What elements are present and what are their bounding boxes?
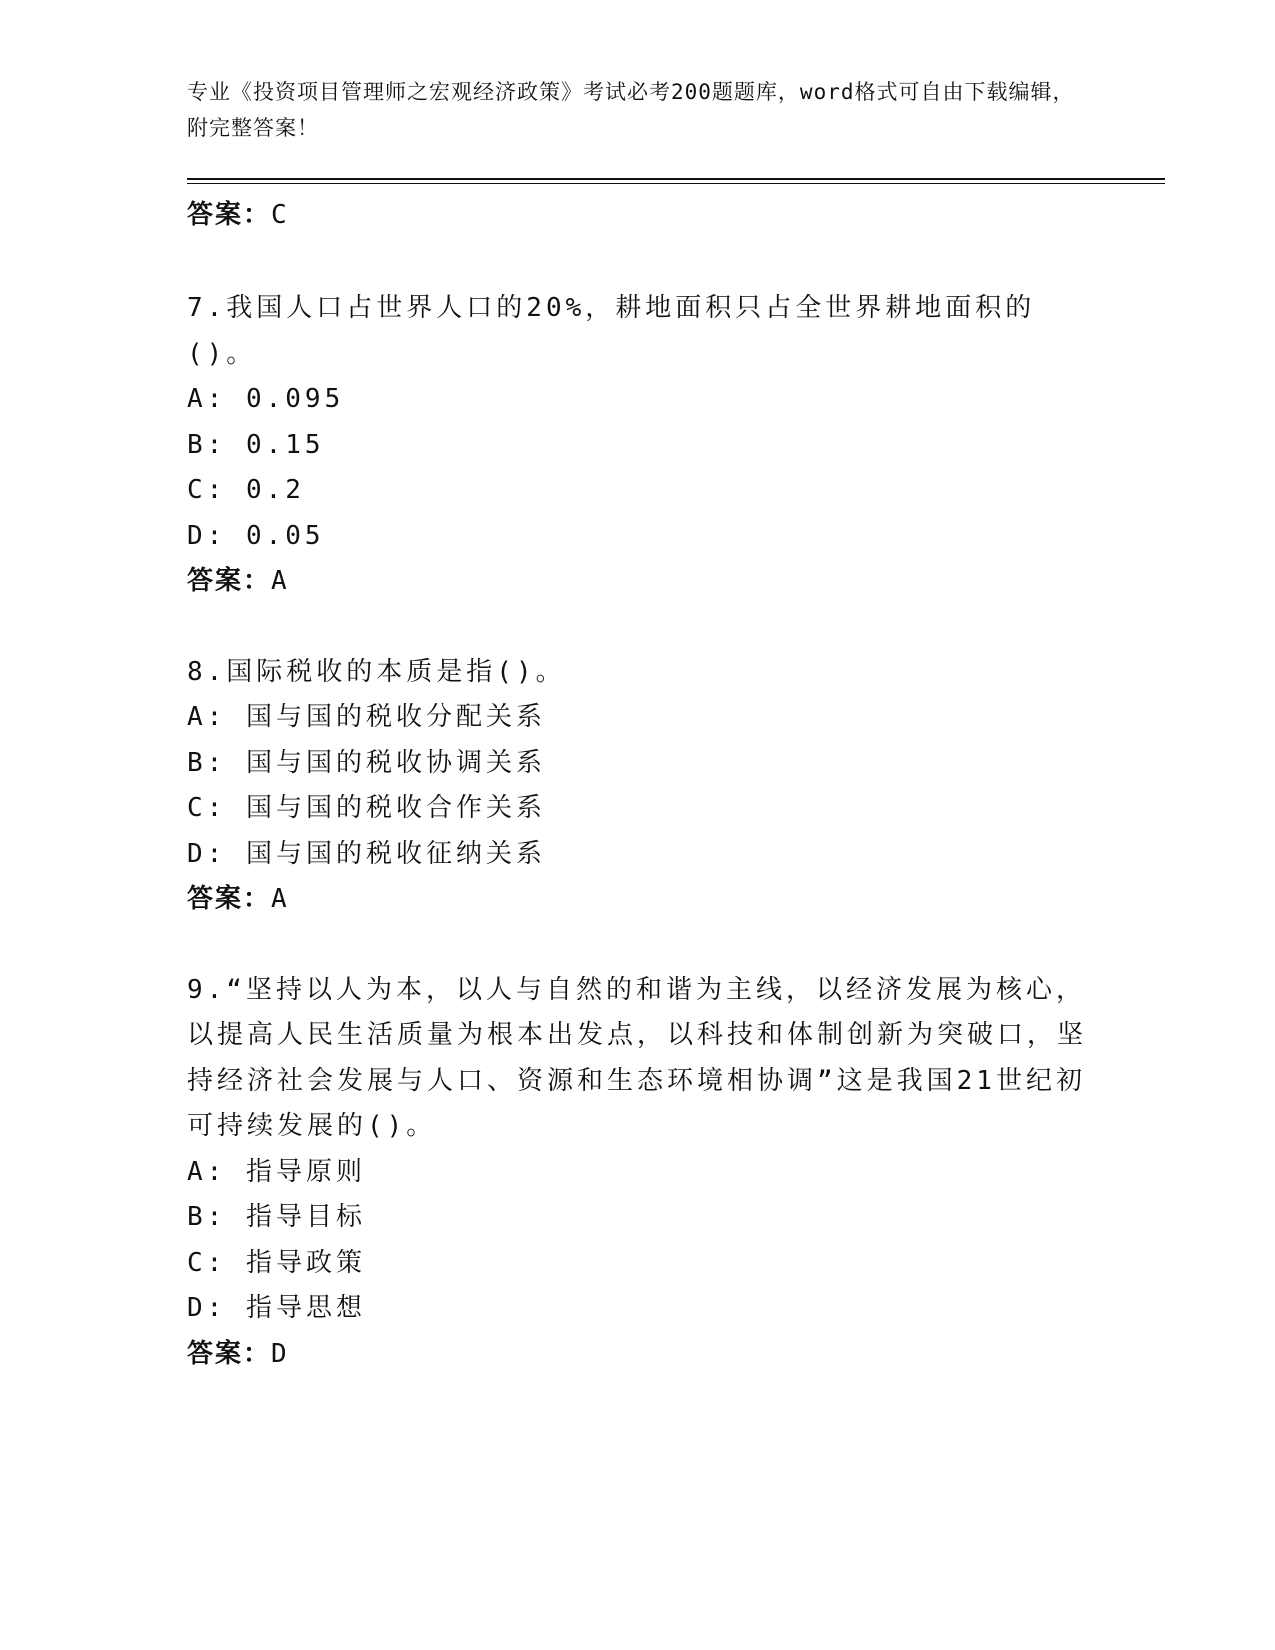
option-d bbox=[187, 514, 1087, 560]
option-d bbox=[187, 1286, 1087, 1332]
document-title: 专业《投资项目管理师之宏观经济政策》考试必考200题题库，word格式可自由下载编辑，附完整答案！ bbox=[187, 80, 1075, 140]
option-c bbox=[187, 468, 1087, 514]
answer-line bbox=[187, 559, 1087, 605]
option-key: B: bbox=[187, 429, 227, 460]
answer-line bbox=[187, 1332, 1087, 1378]
option-key: C: bbox=[187, 475, 227, 505]
option-text: 国与国的税收分配关系 bbox=[245, 702, 546, 732]
option-a bbox=[187, 1150, 1087, 1196]
question-stem: 9.“坚持以人为本，以人与自然的和谐为主线，以经济发展为核心，以提高人民生活质量为根本出发点，以科技和体制创新为突破口，坚持经济社会发展与人口、资源和生态环境相协调”这是我国21世纪初可持续发展的()。 bbox=[187, 974, 1088, 1141]
answer-label: 答案： bbox=[187, 200, 272, 230]
option-text: 指导目标 bbox=[245, 1202, 366, 1232]
question-stem: 7.我国人口占世界人口的20%，耕地面积只占全世界耕地面积的()。 bbox=[187, 293, 1036, 369]
question-stem: 8.国际税收的本质是指()。 bbox=[187, 656, 566, 687]
option-key: D: bbox=[187, 1293, 227, 1323]
answer-line bbox=[187, 193, 287, 239]
option-a bbox=[187, 695, 1087, 741]
option-key: C: bbox=[187, 793, 227, 823]
question-item bbox=[187, 650, 1087, 923]
answer-label: 答案： bbox=[187, 1338, 272, 1369]
answer-value: D bbox=[271, 1338, 287, 1369]
option-b bbox=[187, 1195, 1087, 1241]
option-c bbox=[187, 1241, 1087, 1287]
option-text: 指导思想 bbox=[245, 1293, 366, 1323]
answer-value: C bbox=[271, 200, 287, 230]
option-key: B: bbox=[187, 747, 227, 778]
option-b bbox=[187, 423, 1087, 469]
option-b bbox=[187, 741, 1087, 787]
option-key: A: bbox=[187, 1156, 227, 1187]
answer-label: 答案： bbox=[187, 884, 272, 914]
option-key: B: bbox=[187, 1202, 227, 1232]
header-divider bbox=[187, 178, 1165, 184]
option-c bbox=[187, 786, 1087, 832]
option-key: C: bbox=[187, 1247, 227, 1278]
option-text: 0.2 bbox=[245, 475, 305, 505]
question-item bbox=[187, 968, 1087, 1378]
page-header bbox=[187, 74, 1087, 146]
option-text: 0.05 bbox=[245, 520, 325, 551]
option-d bbox=[187, 832, 1087, 878]
option-key: D: bbox=[187, 520, 227, 551]
option-text: 指导原则 bbox=[245, 1156, 366, 1187]
answer-line bbox=[187, 877, 1087, 923]
option-key: D: bbox=[187, 838, 227, 869]
option-text: 国与国的税收协调关系 bbox=[245, 747, 546, 778]
question-item bbox=[187, 286, 1087, 605]
option-text: 国与国的税收合作关系 bbox=[245, 793, 546, 823]
option-text: 指导政策 bbox=[245, 1247, 366, 1278]
answer-label: 答案： bbox=[187, 566, 272, 596]
option-key: A: bbox=[187, 702, 227, 732]
option-a bbox=[187, 377, 1087, 423]
answer-value: A bbox=[271, 884, 287, 914]
option-key: A: bbox=[187, 384, 227, 414]
answer-value: A bbox=[271, 566, 287, 596]
question-list bbox=[187, 286, 1087, 1422]
option-text: 0.15 bbox=[245, 429, 325, 460]
option-text: 国与国的税收征纳关系 bbox=[245, 838, 546, 869]
option-text: 0.095 bbox=[245, 384, 345, 414]
